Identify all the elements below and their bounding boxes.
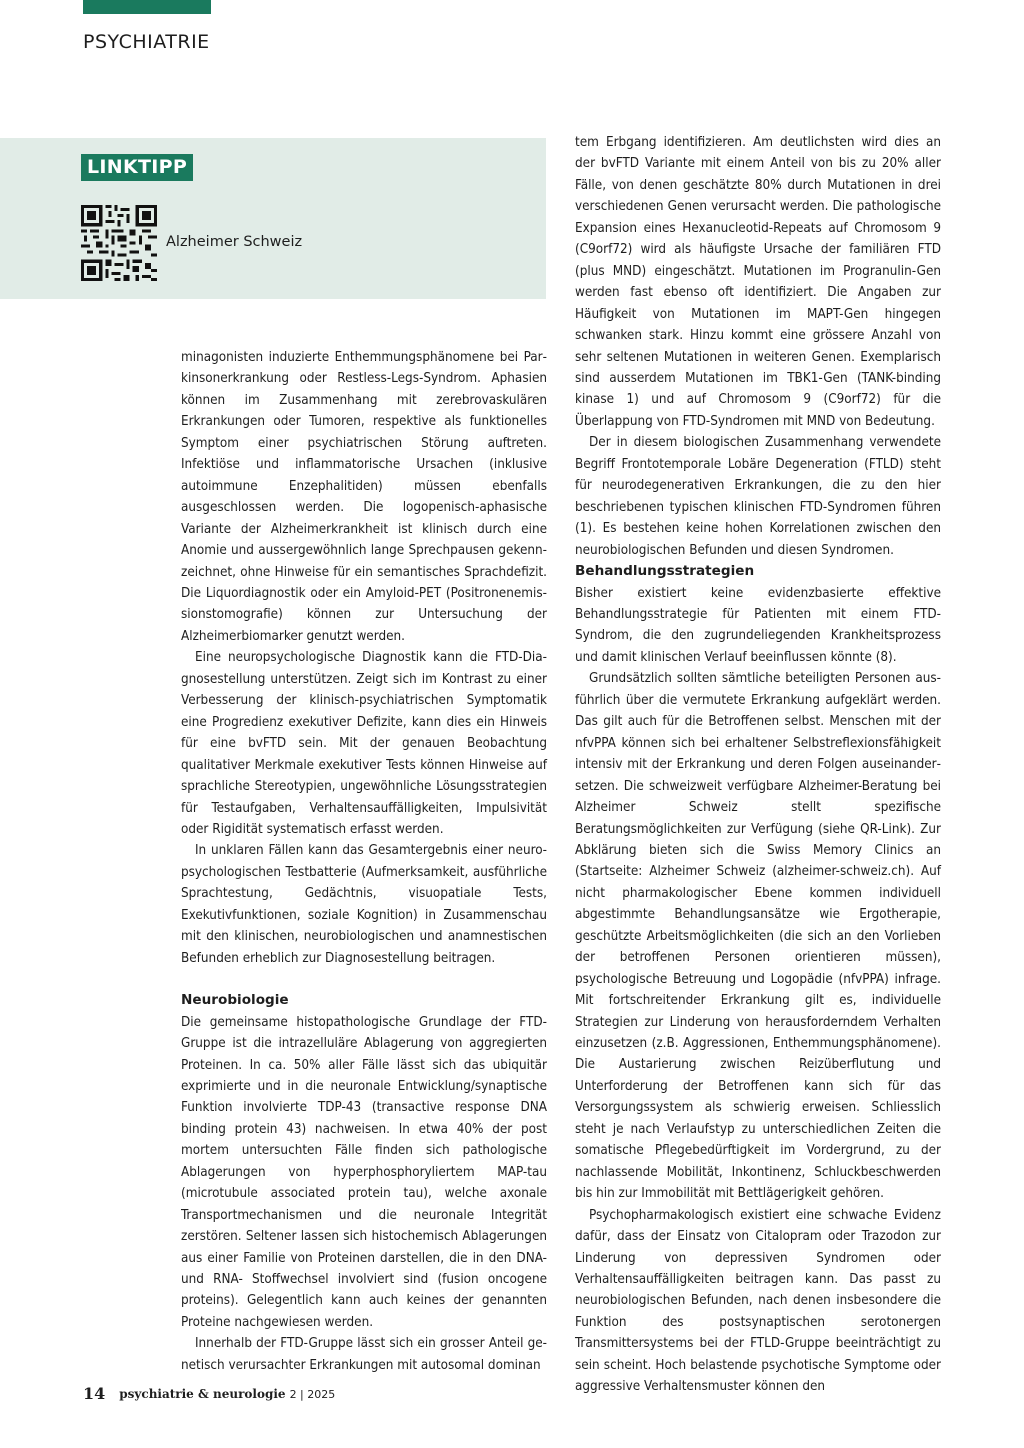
section-title: PSYCHIATRIE [83,31,210,53]
qr-link-label[interactable]: Alzheimer Schweiz [166,234,303,250]
paragraph: Innerhalb der FTD-Gruppe lässt sich ein grosser Anteil genetisch verursachter Erkrankungen mit autosomal dominan [181,1336,547,1373]
issue-number: 2 | 2025 [289,1388,336,1401]
left-column [181,347,547,1376]
paragraph: Grundsätzlich sollten sämtliche beteiligten Personen ausführlich über die vermutete Erkrankung aufgeklärt werden. Das gilt auch für die Betroffenen selbst. Menschen mit der nfvPPA können sich bei erhaltener Selbstreflexionsfähigkeit intensiv mit der Erkrankung und deren Folgen auseinandersetzen. Die schweizweit verfügbare Alzheimer-Beratung bei Alzheimer Schweiz stellt spezifische Beratungsmöglichkeiten zur Verfügung (siehe QR-Link). Zur Abklärung bieten sich die Swiss Memory Clinics an (Startseite: Alzheimer Schweiz (alzheimer-schweiz.ch). Auf nicht pharmakologischer Ebene kommen individuell abgestimmte Behandlungsansätze wie Ergotherapie, geschützte Arbeitsmöglichkeiten (die sich an den Vorlieben der betroffenen Personen orientieren müssen), psychologische Betreuung und Logopädie (nfvPPA) infrage. Mit fortschreitender Erkrankung gilt es, individuelle Strategien zur Linderung von herausforderndem Verhalten einzusetzen (z.B. Aggressionen, Enthemmungsphänomene). Die Austarierung zwischen Reizüberflutung und Unterforderung der Betroffenen kann sich für das Versorgungssystem als schwierig erweisen. Schliesslich steht je nach Verlaufstyp zu unterschiedlichen Zeiten die somatische Pflegebedürftigkeit im Vordergrund, zu der nachlassende Mobilität, Inkontinenz, Schluckbeschwerden bis hin zur Immobilität mit Bettlägerigkeit gehören. [575,671,941,1202]
section-heading-behandlungsstrategien: Behandlungsstrategien [575,563,755,580]
page-number: 14 [83,1384,106,1403]
paragraph: Die gemeinsame histopathologische Grundlage der FTD-Gruppe ist die intrazelluläre Ablagerung von aggregierten Proteinen. In ca. 50% aller Fälle lässt sich das ubiquitär exprimierte und in die neuronale Entwicklung/synaptische Funktion involvierte TDP-43 (transactive response DNA binding protein 43) nachweisen. In etwa 40% der post mortem untersuchten Fälle finden sich pathologische Ablagerungen von hyperphosphoryliertem MAP-tau (microtubule associated protein tau), welche axonale Transportmechanismen und die neuronale Integrität zerstören. Seltener lassen sich histochemisch Ablagerungen aus einer Familie von Proteinen darstellen, die in den DNA- und RNA- Stoffwechsel involviert sind (fusion oncogene proteins). Gelegentlich kann auch keines der genannten Proteine nachgewiesen werden. [181,1014,547,1330]
paragraph: Psychopharmakologisch existiert eine schwache Evidenz dafür, dass der Einsatz von Citalopram oder Trazodon zur Linderung von depressiven Syndromen oder Verhaltensauffälligkeiten beitragen kann. Das passt zu neurobiologischen Befunden, nach denen insbesondere die Funktion des postsynaptischen serotonergen Transmittersystems bei der FTLD-Gruppe beeinträchtigt zu sein scheint. Hoch belastende psychotische Symptome oder aggressive Verhaltensmuster können den [575,1207,941,1395]
section-heading-neurobiologie: Neurobiologie [181,992,289,1009]
paragraph: In unklaren Fällen kann das Gesamtergebnis einer neuropsychologischen Testbatterie (Aufmerksamkeit, ausführliche Sprachtestung, Gedächtnis, visuopatiale Tests, Exekutivfunktionen, soziale Kognition) in Zusammenschau mit den klinischen, neurobiologischen und anamnestischen Befunden erheblich zur Diagnosestellung beitragen. [181,843,547,966]
page-footer [83,1384,335,1403]
paragraph: Bisher existiert keine evidenzbasierte effektive Behandlungsstrategie für Patienten mit einem FTD-Syndrom, die den zugrundeliegenden Krankheitsprozess und damit klinischen Verlauf beeinflussen könnte (8). [575,585,941,665]
linktipp-badge: LINKTIPP [81,154,193,181]
paragraph: Der in diesem biologischen Zusammenhang verwendete Begriff Frontotemporale Lobäre Degeneration (FTLD) steht für neurodegenerativen Erkrankungen, die zu den hier beschriebenen typischen klinischen FTD-Syndromen führen (1). Es bestehen keine hohen Korrelationen zwischen den neurobiologischen Befunden und diesen Syndromen. [575,435,941,558]
linktipp-box [0,138,546,299]
paragraph: minagonisten induzierte Enthemmungsphänomene bei Parkinsonerkrankung oder Restless-Legs-Syndrom. Aphasien können im Zusammenhang mit zerebrovaskulären Erkrankungen oder Tumoren, respektive als funktionelles Symptom einer psychiatrischen Störung auftreten. Infektiöse und inflammatorische Ursachen (inklusive autoimmune Enzephalitiden) müssen ebenfalls ausgeschlossen werden. Die logopenisch-aphasische Variante der Alzheimerkrankheit ist klinisch durch eine Anomie und aussergewöhnlich lange Sprechpausen gekennzeichnet, ohne Hinweise für ein semantisches Sprachdefizit. Die Liquordiagnostik oder ein Amyloid-PET (Positronenemissionstomografie) können zur Untersuchung der Alzheimerbiomarker genutzt werden. [181,350,547,644]
right-column [575,132,941,1398]
paragraph: tem Erbgang identifizieren. Am deutlichsten wird dies an der bvFTD Variante mit einem Anteil von bis zu 20% aller Fälle, von denen geschätzte 80% durch Mutationen in drei verschiedenen Genen verursacht werden. Die pathologische Expansion eines Hexanucleotid-Repeats auf Chromosom 9 (C9orf72) wird als häufigste Ursache der familiären FTD (plus MND) eingeschätzt. Mutationen im Progranulin-Gen werden fast ebenso oft identifiziert. Die Angaben zur Häufigkeit von Mutationen im MAPT-Gen hingegen schwanken stark. Hinzu kommt eine grössere Anzahl von sehr seltenen Mutationen in weiteren Genen. Exemplarisch sind ausserdem Mutationen im TBK1-Gen (TANK-binding kinase 1) und auf Chromosom 9 (C9orf72) für die Überlappung von FTD-Syndromen mit MND von Bedeutung. [575,135,941,429]
paragraph: Eine neuropsychologische Diagnostik kann die FTD-Diagnosestellung unterstützen. Zeigt sich im Kontrast zu einer Verbesserung der klinisch-psychiatrischen Symptomatik eine Progredienz exekutiver Defizite, kann dies ein Hinweis für eine bvFTD sein. Mit der genauen Beobachtung qualitativer Merkmale exekutiver Tests können Hinweise auf sprachliche Stereotypien, ungewöhnliche Lösungsstrategien für Testaufgaben, Verhaltensauffälligkeiten, Impulsivität oder Rigidität systematisch erfasst werden. [181,650,547,837]
journal-name: psychiatrie & neurologie [119,1387,286,1401]
qr-code-icon[interactable] [81,205,157,281]
top-accent-bar [83,0,211,14]
